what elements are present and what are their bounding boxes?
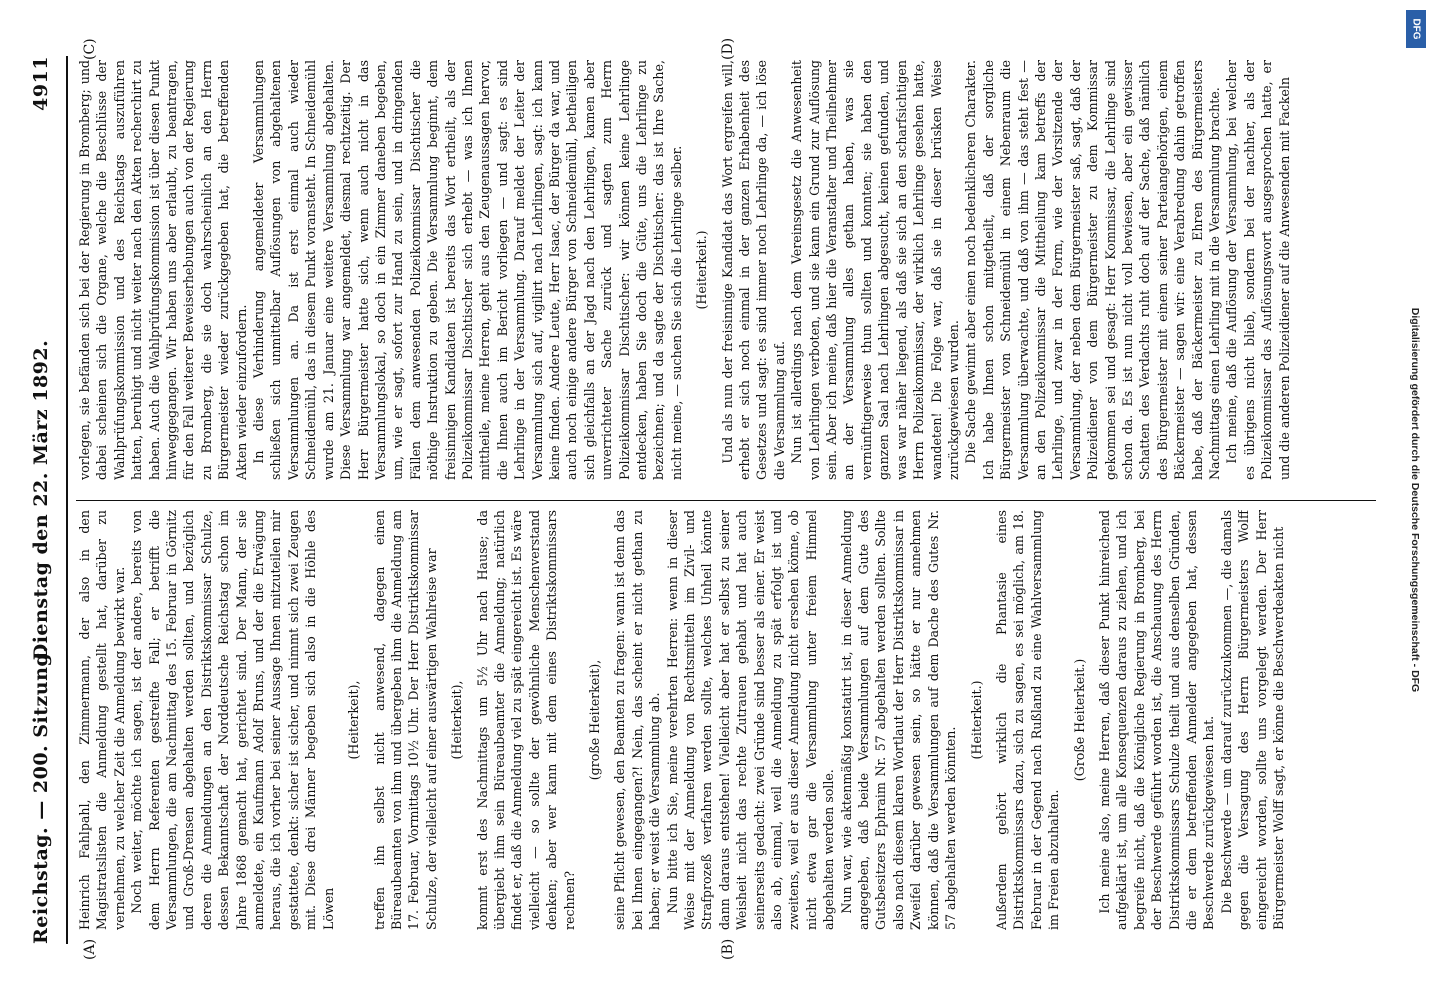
- margin-marker-b: (B): [720, 938, 736, 960]
- paragraph: Ich meine, daß die Auflösung der Versammlung, bei welcher es übrigens nicht blieb, sondern bei der nachher, als der Polizeikommissar das Auflösungswort ausgesprochen hatte, er und die anderen Polizeidiener auf die Anwesenden mit Fackeln: [1224, 60, 1292, 480]
- paragraph: Noch weiter, möchte ich sagen, ist der andere, bereits von dem Herrn Referenten gestreifte Fall; er betrifft die Versammlungen, die am Nachmittag des 15. Februar in Görnitz und Groß-Drensen abgehalten werden sollten, und bezüglich deren die Anmeldungen an den Distriktskommissar Schulze, dessen Bekanntschaft der Norddeutsche Reichstag schon im Jahre 1868 gemacht hat, gerichtet sind. Der Mann, der sie anmeldete, ein Kaufmann Adolf Bruns, und der die Erwägung heraus, die ich vorher bei seiner Aussage Ihnen mitzuteilen mir gestattete, denkt: sicher ist sicher, und nimmt sich zwei Zeugen mit. Diese drei Männer begeben sich also in die Höhle des Löwen: [129, 510, 336, 930]
- left-column: [76, 510, 1376, 930]
- interjection: (Heiterkeit.): [694, 230, 710, 310]
- paragraph: Und als nun der freisinnige Kandidat das Wort ergreifen will, erhebt er sich noch einmal in der ganzen Erhabenheit des Gesetzes und sagt: es sind immer noch Lehrlinge da, — ich löse die Versammlung auf.: [719, 60, 787, 480]
- paragraph: Außerdem gehört wirklich die Phantasie eines Distriktskommissars dazu, sich zu sagen, es sei möglich, am 18. Februar in der Gegend nach Rußland zu eine Wahlversammlung im Freien abzuhalten.: [993, 510, 1062, 930]
- paragraph: vorlegen, sie befänden sich bei der Regierung in Bromberg; und dabei scheinen sich die Organe, welche die Beschlüsse der Wahlprüfungskommission und des Reichstags auszuführen hatten, beruhigt und nicht weiter nach den Akten recherchirt zu haben. Auch die Wahlprüfungskommission ist über diesen Punkt hinweggegangen. Wir haben uns aber erlaubt, zu beantragen, für den Fall weiterer Beweiserhebungen auch von der Regierung zu Bromberg, die sie doch wahrscheinlich an den Herrn Bürgermeister wieder zurückgegeben hat, die betreffenden Akten wieder einzufordern.: [77, 60, 249, 480]
- interjection: (große Heiterkeit),: [586, 659, 602, 781]
- margin-marker-c: (C): [82, 38, 98, 60]
- paragraph: seine Pflicht gewesen, den Beamten zu fragen: wann ist denn das bei Ihnen eingegangen?! Nein, das scheint er nicht gethan zu haben; er weist die Versammlung ab.: [612, 510, 663, 930]
- paragraph: Nun war, wie aktenmäßig konstatirt ist, in dieser Anmeldung angegeben, daß beide Versammlungen auf dem Gute des Gutsbesitzers Ephraim Nr. 57 abgehalten werden sollten. Sollte also nach diesem klaren Wortlaut der Herr Distriktskommissar in Zweifel darüber gewesen sein, so hätte er nur annehmen können, daß die Versammlungen auf dem Dache des Gutes Nr. 57 abgehalten werden könnten.: [838, 510, 959, 930]
- dfg-logo-text: DFG: [1410, 18, 1422, 40]
- running-head-left: Reichstag. — 200. Sitzung.: [30, 645, 52, 944]
- footer-text: Digitalisierung gefördert durch die Deutsche Forschungsgemeinschaft - DFG: [1409, 307, 1421, 693]
- column-divider: [76, 500, 1376, 501]
- paragraph: kommt erst des Nachmittags um 5½ Uhr nach Hause; da übergiebt ihm sein Büreaubeamter die Anmeldung; natürlich findet er, daß die Anmeldung viel zu spät eingereicht ist. Es wäre vielleicht — so sollte der gewöhnliche Menschenverstand denken; aber wer kann mit dem eines Distriktskommissars rechnen?: [474, 510, 577, 930]
- paragraph: Ich meine also, meine Herren, daß dieser Punkt hinreichend aufgeklärt ist, um alle Konsequenzen daraus zu ziehen, und ich begreife nicht, daß die Königliche Regierung in Bromberg, bei der Beschwerde geführt worden ist, die Anschauung des Herrn Distriktskommissars Schulze theilt und aus denselben Gründen, die er dem betreffenden Anmelder angegeben hat, dessen Beschwerde zurückgewiesen hat.: [1096, 510, 1217, 930]
- running-head-date: Dienstag den 22. März 1892.: [30, 339, 52, 661]
- paragraph: In diese Verhinderung angemeldeter Versammlungen schließen sich unmittelbar Auflösungen von abgehaltenen Versammlungen an. Da ist erst einmal auch wieder Schneidemühl, das in diesem Punkt voransteht. In Schneidemühl wurde am 21. Januar eine weitere Versammlung abgehalten. Diese Versammlung war angemeldet, diesmal rechtzeitig. Der Herr Bürgermeister hatte sich, wenn auch nicht in das Versammlungslokal, so doch in ein Zimmer daneben begeben, um, wie er sagt, sofort zur Hand zu sein, und in dringenden Fällen dem anwesenden Polizeikommissar Dischtischer die nöthige Instruktion zu geben. Die Versammlung beginnt, dem freisinnigen Kandidaten ist bereits das Wort ertheilt, als der Polizeikommissar Dischtischer sich erhebt — was ich Ihnen mittheile, meine Herren, geht aus den Zeugenaussagen hervor, die Ihnen auch im Bericht vorliegen — und sagt: es sind Lehrlinge in der Versammlung. Darauf meldet der Leiter der Versammlung sich auf, vigilirt nach Lehrlingen, sagt: ich kann keine finden. Andere Leute, Herr Isaac, der Bürger da war, und auch noch einige andere Bürger von Schneidemühl, betheiligen sich gleichfalls an der Jagd nach den Lehrlingen, kamen aber unverrichteter Sache zurück und sagten zum Herrn Polizeikommissar Dischtischer: wir können keine Lehrlinge entdecken, haben Sie doch die Güte, uns die Lehrlinge zu bezeichnen; und da sagte der Dischtischer: das ist Ihre Sache, nicht meine, — suchen Sie sich die Lehrlinge selber.: [251, 60, 684, 480]
- margin-marker-d: (D): [720, 37, 736, 60]
- paragraph: Die Beschwerde — um darauf zurückzukommen —, die damals gegen die Versagung des Herrn Bürgermeisters Wolff eingereicht worden, sollte uns vorgelegt werden. Der Herr Bürgermeister Wolff sagt, er könne die Beschwerdeakten nicht: [1218, 510, 1286, 930]
- paragraph: Die Sache gewinnt aber einen noch bedenklicheren Charakter. Ich habe Ihnen schon mitgetheilt, daß der sorgliche Bürgermeister von Schneidemühl in einem Nebenraum die Versammlung überwachte, und daß von ihm — das steht fest — an den Polizeikommissar die Mittheilung kam betreffs der Lehrlinge, und zwar in der Form, wie der Vorsitzende der Versammlung, der neben dem Bürgermeister saß, sagt, daß der Polizeidiener von dem Bürgermeister zu dem Kommissar gekommen sei und gesagt: Herr Kommissar, die Lehrlinge sind schon da. Es ist nun nicht voll bewiesen, aber ein gewisser Schatten des Verdachts ruht doch auf der Sache, daß nämlich des Bürgermeister mit einem seiner Parteiangehörigen, einem Bäckermeister — sagen wir: eine Verabredung dahin getroffen habe, daß der Bäckermeister zu Ehren des Bürgermeisters Nachmittags einen Lehrling mit in die Versammlung brachte.: [963, 60, 1222, 480]
- interjection: (Heiterkeit.): [968, 680, 984, 760]
- margin-marker-a: (A): [82, 938, 98, 960]
- paragraph: Heinrich Fahlpahl, den Zimmermann, der also in den Magistratslisten die Anmeldung gestellt hat, darüber zu vernehmen, zu welcher Zeit die Anmeldung bewirkt war.: [77, 510, 127, 930]
- paragraph: Nun bitte ich Sie, meine verehrten Herren: wenn in dieser Weise mit der Anmeldung von Rechtsmitteln im Zivil- und Strafprozeß verfahren werden sollte, welches Unheil könnte dann daraus entstehen! Vielleicht aber hat er selbst zu seiner Weisheit nicht das rechte Zutrauen gehabt und hat auch seinerseits gedacht: zwei Gründe sind besser als einer. Er weist also ab, einmal, weil die Anmeldung zu spät erfolgt ist und zweitens, weil er aus dieser Anmeldung nicht ersehen könne, ob nicht etwa gar die Versammlung unter freiem Himmel abgehalten werden solle.: [664, 510, 837, 930]
- page-number: 4911: [30, 56, 52, 111]
- dfg-logo: [1406, 10, 1426, 48]
- digitization-footer: [1400, 0, 1430, 1000]
- paragraph: treffen ihn selbst nicht anwesend, dagegen einen Büreaubeamten von ihm und übergeben ihm die Anmeldung am 17. Februar, Vormittags 10½ Uhr. Der Herr Distriktskommissar Schulze, der vielleicht auf einer auswärtigen Wahlreise war: [371, 510, 439, 930]
- paragraph: Nun ist allerdings nach dem Vereinsgesetz die Anwesenheit von Lehrlingen verboten, und sie kann ein Grund zur Auflösung sein. Aber ich meine, daß hier die Veranstalter und Theilnehmer an der Versammlung alles gethan haben, was sie vernünftigerweise thun sollten und konnten; sie haben den ganzen Saal nach Lehrlingen abgesucht, keinen gefunden, und was war näher liegend, als daß sie sich an den scharfsichtigen Herrn Polizeikommissar, der wirklich Lehrlinge gesehen hatte, wandeten! Die Folge war, daß sie in dieser brüsken Weise zurückgewiesen wurden.: [789, 60, 961, 480]
- interjection: (Große Heiterkeit.): [1071, 658, 1087, 782]
- interjection: (Heiterkeit),: [346, 680, 362, 760]
- running-head: [30, 56, 60, 944]
- header-rule: [66, 56, 68, 944]
- right-column: [76, 60, 1376, 480]
- interjection: (Heiterkeit),: [449, 680, 465, 760]
